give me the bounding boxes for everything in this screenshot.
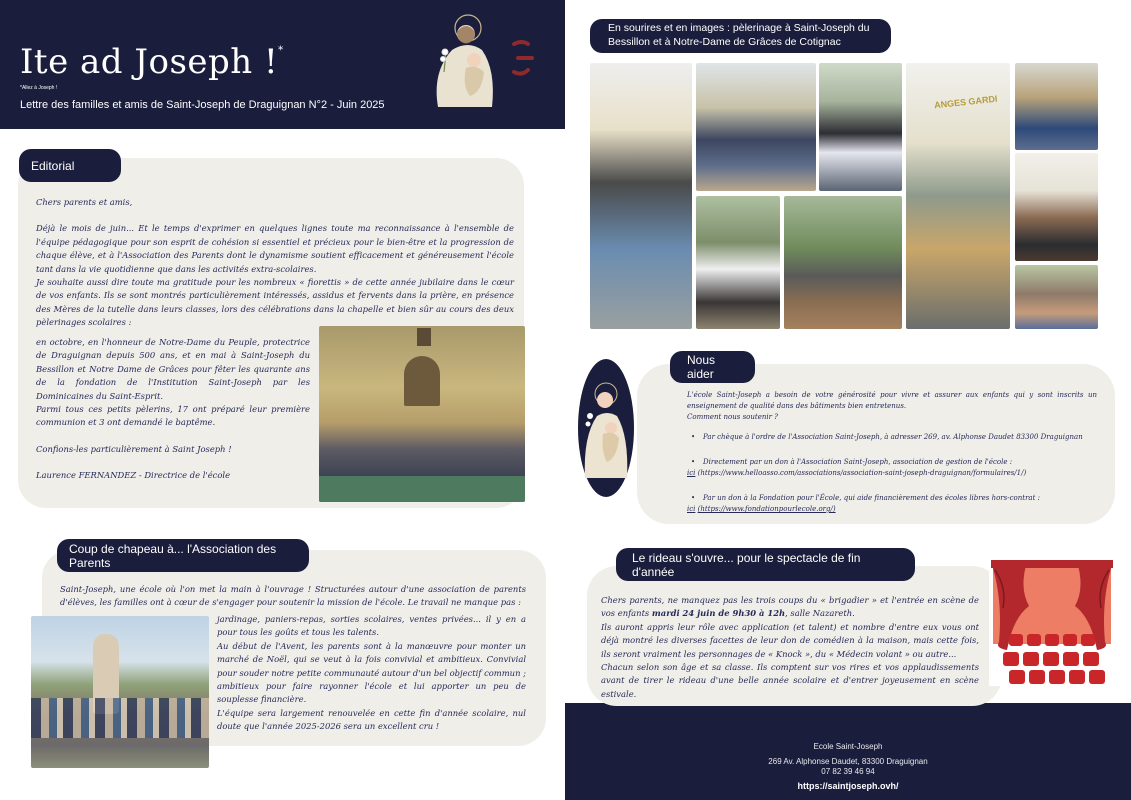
banner-text: ANGES GARDI — [933, 93, 998, 111]
donate-item-text: Par un don à la Fondation pour l'École, qui aide financièrement des écoles libres hors-contrat : — [703, 494, 1040, 502]
theater-tab-label: Le rideau s'ouvre... pour le spectacle de fin d'année — [632, 550, 861, 579]
fondation-link[interactable]: ici — [687, 505, 696, 513]
pilgrimage-tab-line: En sourires et en images : pèlerinage à Saint-Joseph du — [608, 22, 870, 34]
helloasso-link[interactable]: ici — [687, 469, 696, 477]
parents-paragraph: L'équipe sera largement renouvelée en cette fin d'année scolaire, nul doute que l'année 2025-2026 sera un excellent cru ! — [217, 707, 526, 732]
donate-intro: L'école Saint-Joseph a besoin de votre générosité pour vivre et assurer aux enfants qui y sont inscrits un enseignement de qualité dans des bâtiments bien entretenus. — [687, 391, 1097, 410]
pilgrimage-photo — [696, 63, 816, 191]
theater-date: mardi 24 juin de 9h30 à 12h — [651, 608, 786, 619]
theater-text-part: Chers parents, ne manquez pas les trois coups du « brigadier » et l'entrée en scène de vos enfants — [601, 595, 979, 619]
donate-item-text: Par chèque à l'ordre de l'Association Saint-Joseph, à adresser 269, av. Alphonse Daudet 83300 Draguignan — [703, 433, 1083, 441]
editorial-signature: Laurence FERNANDEZ - Directrice de l'école — [36, 470, 231, 481]
theater-paragraph: Ils auront appris leur rôle avec application (et talent) et nombre d'entre eux vous ont déjà montré les diverses facettes de leur don de comédien à la maison, mais cette fois, ils seront vraiment les personnages de « Knock », du « Médecin volant » ou autre... — [601, 621, 979, 659]
chapel-group-photo — [319, 326, 525, 502]
pilgrimage-photo — [696, 196, 780, 329]
pilgrimage-photo — [906, 63, 1010, 329]
donate-item — [687, 493, 1107, 515]
parents-text-column — [217, 613, 526, 734]
parents-paragraph: Au début de l'Avent, les parents sont à la manœuvre pour monter un marché de Noël, qui se veut à la fois convivial et ambitieux. Convivial pour souder notre petite communauté autour d'un bel objectif commun ; ambitieux pour faire rayonner l'école et lui apporter un peu de souplesse financière. — [217, 640, 526, 705]
editorial-text — [36, 196, 514, 330]
donate-item-text: Directement par un don à l'Association Saint-Joseph, association de gestion de l'école : — [703, 458, 1013, 466]
editorial-greeting: Chers parents et amis, — [36, 197, 133, 207]
editorial-paragraph: Parmi tous ces petits pèlerins, 17 ont préparé leur première communion et 3 ont demandé le baptême. — [36, 404, 310, 428]
editorial-paragraph: en octobre, en l'honneur de Notre-Dame du Peuple, protectrice de Draguignan depuis 500 ans, et en mai à Saint-Joseph du Bessillon et Notre Dame de Grâces pour fêter les quarante ans de la fondation de l'Institution Saint-Joseph par les Dominicaines du Saint-Esprit. — [36, 337, 310, 401]
bullet-icon: • — [691, 494, 696, 502]
title-text: Ite ad Joseph ! — [20, 42, 279, 82]
pilgrimage-photo — [1015, 153, 1098, 261]
editorial-text-column — [36, 336, 310, 483]
editorial-paragraph: Je souhaite aussi dire toute ma gratitude pour les nombreux « fiorettis » de cette année jubilaire dans le cœur de vos enfants. Ils se sont montrés particulièrement intéressés, assidus et fervents dans la prière, en présence des Mères de la tutelle dans leurs classes, lors des célébrations dans la chapelle et bien sûr au cours des deux pèlerinages scolaires : — [36, 277, 514, 328]
tab-theater — [616, 548, 915, 581]
title-footnote: *Allez à Joseph ! — [20, 85, 58, 91]
theater-paragraph — [601, 594, 979, 621]
pilgrimage-photo — [819, 63, 902, 191]
newsletter-subtitle: Lettre des familles et amis de Saint-Joseph de Draguignan N°2 - Juin 2025 — [20, 99, 385, 111]
footer-school: Ecole Saint-Joseph — [813, 742, 883, 751]
bullet-icon: • — [691, 433, 696, 441]
fondation-url[interactable]: (https://www.fondationpourlecole.org/) — [697, 505, 836, 513]
editorial-paragraph: Confions-les particulièrement à Saint Joseph ! — [36, 443, 232, 454]
donate-item — [687, 457, 1107, 479]
footer-address: 269 Av. Alphonse Daudet, 83300 Draguignan — [768, 757, 928, 766]
newsletter-title — [20, 42, 284, 82]
editorial-tab-label: Editorial — [31, 158, 75, 173]
theater-text-part: , salle Nazareth. — [785, 608, 855, 619]
parents-paragraph: Saint-Joseph, une école où l'on met la main à l'ouvrage ! Structurées autour d'une association de parents d'élèves, les familles ont à cœur de s'engager pour soutenir la mission de l'école. Le travail ne manque pas : — [60, 584, 526, 608]
pilgrimage-photo — [590, 63, 692, 329]
title-asterisk: * — [278, 45, 284, 56]
parents-paragraph: jardinage, paniers-repas, sorties scolaires, ventes privées... il y en a pour tous les goûts et tous les talents. — [217, 614, 526, 638]
donate-list — [687, 432, 1107, 515]
saint-joseph-oval-icon — [577, 358, 635, 498]
tab-editorial — [19, 149, 121, 182]
theater-paragraph: Chacun selon son âge et sa classe. Ils comptent sur vos rires et vos applaudissements avant de tirer le rideau d'une belle année scolaire et d'entrer joyeusement en scène estivale. — [601, 662, 979, 699]
bullet-icon: • — [691, 458, 696, 466]
tab-parents — [57, 539, 309, 572]
tab-donate — [670, 351, 755, 383]
donate-question: Comment nous soutenir ? — [687, 413, 778, 421]
theater-curtain-illustration — [989, 558, 1115, 686]
saint-joseph-illustration — [430, 12, 500, 112]
pilgrimage-photo — [1015, 63, 1098, 150]
donate-tab-label: Nous aider — [687, 353, 716, 381]
pilgrimage-tab-line: Bessillon et à Notre-Dame de Grâces de Cotignac — [608, 35, 841, 48]
helloasso-url[interactable]: (https://www.helloasso.com/associations/association-saint-joseph-draguignan/formulaires/1/) — [697, 469, 1027, 477]
donate-text — [687, 390, 1097, 423]
theater-text — [601, 594, 979, 701]
parents-tab-label: Coup de chapeau à... l'Association des Parents — [69, 541, 277, 570]
parents-group-photo — [31, 616, 209, 768]
footer-website-link[interactable]: https://saintjoseph.ovh/ — [797, 781, 899, 791]
donate-item — [687, 432, 1107, 443]
footer-phone: 07 82 39 46 94 — [821, 767, 875, 776]
decorative-strokes — [508, 38, 538, 80]
pilgrimage-photo — [1015, 265, 1098, 329]
pilgrimage-photo — [784, 196, 902, 329]
parents-intro — [60, 583, 526, 610]
editorial-paragraph: Déjà le mois de juin... Et le temps d'exprimer en quelques lignes toute ma reconnaissance à l'ensemble de l'équipe pédagogique pour son esprit de cohésion si essentiel et précieux pour le bien-être et la progression de chaque élève, et à l'Association des Parents dont le dynamisme soutient efficacement et généreusement l'école tant dans la vie quotidienne que dans les activités extra-scolaires. — [36, 223, 514, 274]
pilgrimage-tab — [590, 19, 891, 53]
